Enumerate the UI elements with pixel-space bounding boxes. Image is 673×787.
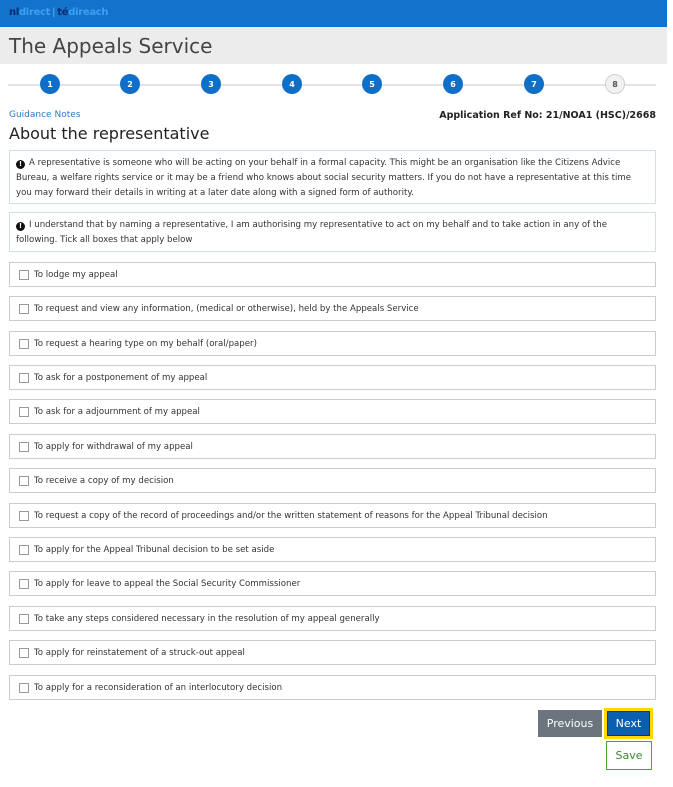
option-label: To apply for reinstatement of a struck-out appeal [34, 647, 245, 658]
option-label: To apply for withdrawal of my appeal [34, 441, 193, 452]
checkbox[interactable] [19, 407, 29, 417]
info-icon: ! [16, 160, 25, 169]
checkbox[interactable] [19, 579, 29, 589]
step-3[interactable]: 3 [201, 74, 221, 94]
step-8-current: 8 [605, 74, 625, 94]
checkbox[interactable] [19, 648, 29, 658]
application-ref-number: Application Ref No: 21/NOA1 (HSC)/2668 [439, 110, 656, 121]
step-6[interactable]: 6 [443, 74, 463, 94]
option-record-of-proceedings[interactable] [9, 503, 656, 528]
stepper-line [8, 84, 656, 86]
step-5[interactable]: 5 [362, 74, 382, 94]
option-adjournment[interactable] [9, 399, 656, 424]
checkbox[interactable] [19, 476, 29, 486]
guidance-notes-link[interactable]: Guidance Notes [9, 110, 81, 120]
checkbox[interactable] [19, 270, 29, 280]
option-set-aside[interactable] [9, 537, 656, 562]
option-reinstatement[interactable] [9, 640, 656, 665]
option-label: To request a hearing type on my behalf (oral/paper) [34, 338, 257, 349]
option-label: To ask for a postponement of my appeal [34, 372, 208, 383]
logo-text-direach: direach [68, 7, 109, 18]
checkbox[interactable] [19, 683, 29, 693]
representative-info-notice [9, 150, 656, 204]
save-button[interactable]: Save [606, 741, 652, 770]
option-lodge-appeal[interactable] [9, 262, 656, 287]
step-2[interactable]: 2 [120, 74, 140, 94]
option-receive-decision[interactable] [9, 468, 656, 493]
next-button[interactable]: Next [604, 708, 653, 739]
option-label: To lodge my appeal [34, 269, 118, 280]
option-take-any-steps[interactable] [9, 606, 656, 631]
checkbox[interactable] [19, 614, 29, 624]
step-4[interactable]: 4 [282, 74, 302, 94]
option-withdrawal[interactable] [9, 434, 656, 459]
nidirect-logo[interactable] [9, 7, 108, 18]
logo-text-nl: nl [9, 7, 19, 18]
logo-separator: | [52, 7, 56, 18]
option-label: To receive a copy of my decision [34, 475, 174, 486]
app-title-bar [0, 27, 667, 64]
page-title: About the representative [9, 124, 210, 143]
option-leave-to-appeal[interactable] [9, 571, 656, 596]
app-title: The Appeals Service [9, 34, 213, 58]
option-label: To ask for a adjournment of my appeal [34, 406, 200, 417]
authorisation-notice [9, 212, 656, 252]
progress-stepper [8, 74, 656, 96]
checkbox[interactable] [19, 304, 29, 314]
notice-text: A representative is someone who will be acting on your behalf in a formal capacity. This might be an organisation like the Citizens Advice Bureau, a welfare rights service or it may be a friend who knows about social security matters. If you do not have a representative at this time you may forward their details in writing at a later date along with a signed form of authority. [16, 158, 632, 198]
logo-text-direct: direct [18, 7, 51, 18]
step-7[interactable]: 7 [524, 74, 544, 94]
option-postponement[interactable] [9, 365, 656, 390]
option-label: To request a copy of the record of proceedings and/or the written statement of reasons for the Appeal Tribunal decision [34, 510, 548, 521]
option-request-information[interactable] [9, 296, 656, 321]
option-request-hearing-type[interactable] [9, 331, 656, 356]
checkbox[interactable] [19, 511, 29, 521]
option-label: To apply for a reconsideration of an interlocutory decision [34, 682, 283, 693]
top-brand-bar [0, 0, 667, 27]
option-reconsideration[interactable] [9, 675, 656, 700]
notice-text: I understand that by naming a representative, I am authorising my representative to act on my behalf and to take action in any of the following. Tick all boxes that apply below [16, 220, 608, 245]
checkbox[interactable] [19, 442, 29, 452]
checkbox[interactable] [19, 339, 29, 349]
step-1[interactable]: 1 [40, 74, 60, 94]
option-label: To take any steps considered necessary in the resolution of my appeal generally [34, 613, 380, 624]
checkbox[interactable] [19, 373, 29, 383]
checkbox[interactable] [19, 545, 29, 555]
option-label: To apply for leave to appeal the Social Security Commissioner [34, 578, 301, 589]
option-label: To apply for the Appeal Tribunal decision to be set aside [34, 544, 275, 555]
logo-text-te: té [57, 7, 69, 18]
option-label: To request and view any information, (medical or otherwise), held by the Appeals Service [34, 303, 419, 314]
previous-button[interactable]: Previous [538, 710, 602, 737]
info-icon: ! [16, 222, 25, 231]
